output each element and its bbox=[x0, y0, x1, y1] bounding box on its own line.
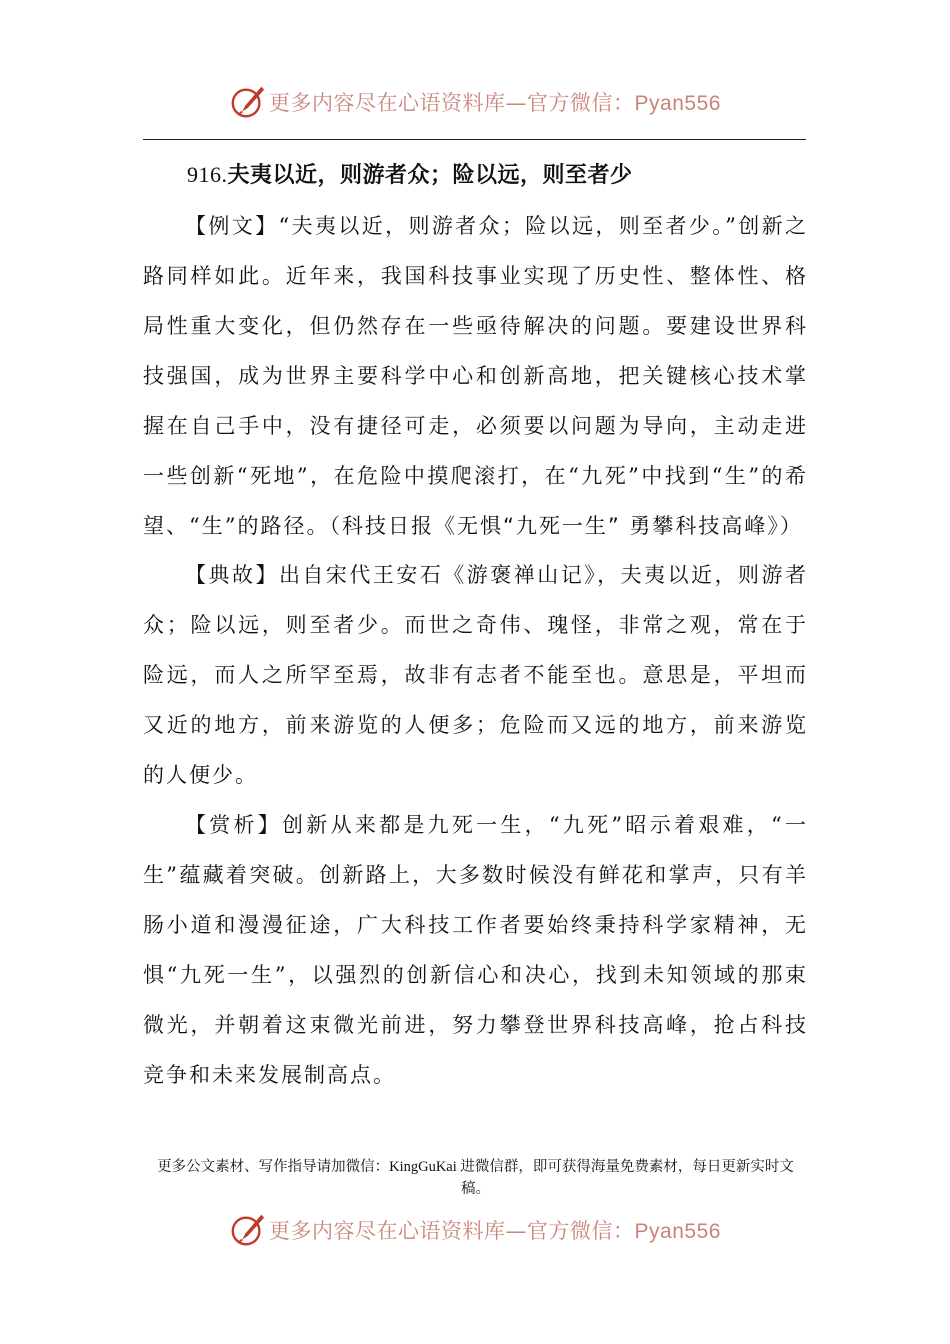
paragraph-analysis bbox=[143, 800, 808, 1100]
article-number: 916. bbox=[187, 162, 228, 187]
paragraph-allusion bbox=[143, 550, 808, 800]
footer-banner bbox=[0, 1208, 950, 1252]
article-title-text: 夫夷以近，则游者众；险以远，则至者少 bbox=[227, 163, 633, 188]
paragraph-text: 出自宋代王安石《游褒禅山记》，夫夷以近，则游者众；险以远，则至者少。而世之奇伟、瑰怪，非常之观，常在于险远，而人之所罕至焉，故非有志者不能至也。意思是，平坦而又近的地方，前来游览的人便多；危险而又远的地方，前来游览的人便少。 bbox=[143, 563, 809, 787]
paragraph-example bbox=[143, 201, 808, 551]
paragraph-tag: 【典故】 bbox=[185, 563, 279, 587]
article-title bbox=[187, 158, 633, 189]
footer-note: 更多公文素材、写作指导请加微信：KingGuKai 进微信群，即可获得海量免费素材，每日更新实时文稿。 bbox=[157, 1159, 794, 1197]
paragraph-text: 创新从来都是九死一生，“九死”昭示着艰难，“一生”蕴藏着突破。创新路上，大多数时候没有鲜花和掌声，只有羊肠小道和漫漫征途，广大科技工作者要始终秉持科学家精神，无惧“九死一生”，以强烈的创新信心和决心，找到未知领域的那束微光，并朝着这束微光前进，努力攀登世界科技高峰，抢占科技竞争和未来发展制高点。 bbox=[143, 813, 808, 1087]
header-banner-label: 更多内容尽在心语资料库—官方微信：Pyan556 bbox=[269, 91, 721, 115]
paragraph-text: “夫夷以近，则游者众；险以远，则至者少。”创新之路同样如此。近年来，我国科技事业实现了历史性、整体性、格局性重大变化，但仍然存在一些亟待解决的问题。要建设世界科技强国，成为世界主要科学中心和创新高地，把关键核心技术掌握在自己手中，没有捷径可走，必须要以问题为导向，主动走进一些创新“死地”，在危险中摸爬滚打，在“九死”中找到“生”的希望、“生”的路径。 bbox=[143, 214, 808, 538]
paragraph-tag: 【例文】 bbox=[185, 214, 279, 238]
paragraph-source: （科技日报《无惧“九死一生” 勇攀科技高峰》） bbox=[329, 514, 803, 538]
header-banner bbox=[0, 80, 950, 124]
quill-pen-logo-icon bbox=[229, 83, 267, 121]
quill-pen-logo-icon bbox=[229, 1211, 267, 1249]
paragraph-tag: 【赏析】 bbox=[185, 813, 283, 837]
footer-banner-label: 更多内容尽在心语资料库—官方微信：Pyan556 bbox=[269, 1219, 721, 1243]
header-divider bbox=[143, 139, 806, 140]
